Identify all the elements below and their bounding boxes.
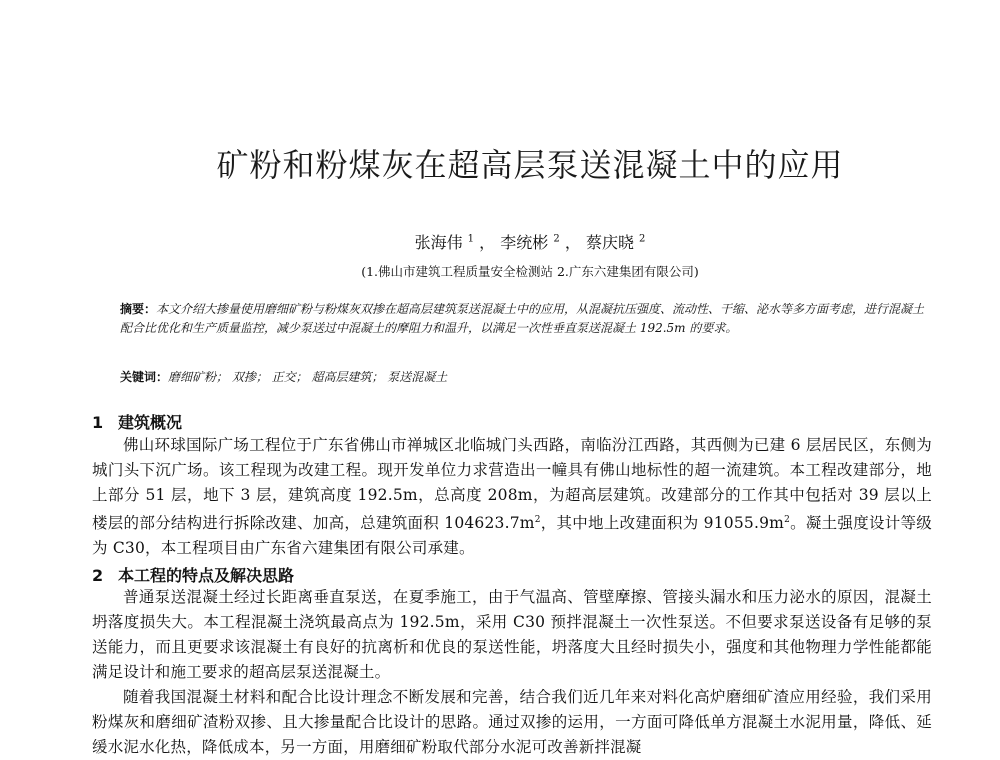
body-paragraph [92, 585, 932, 685]
author-name: 李统彬 [500, 233, 549, 252]
paragraph-text: 佛山环球国际广场工程位于广东省佛山市禅城区北临城门头西路，南临汾江西路，其西侧为已建 6 层居民区，东侧为城门头下沉广场。该工程现为改建工程。现开发单位力求营造出一幢具有佛山地标性的超一流建筑。本工程改建部分，地上部分 51 层，地下 3 层，建筑高度 192.5m，总高度 208m，为超高层建筑。改建部分的工作其中包括对 39 层以上楼层的部分结构进行拆除改建、加高，总建筑面积 104623.7m [92, 436, 932, 533]
author-affiliation-mark: 1 [467, 233, 475, 245]
section-title: 本工程的特点及解决思路 [118, 566, 295, 585]
author-affiliation-mark: 2 [553, 233, 560, 245]
section-heading [92, 410, 182, 433]
section-heading [92, 563, 294, 586]
abstract-label: 摘要： [120, 302, 157, 316]
paragraph-text: 随着我国混凝土材料和配合比设计理念不断发展和完善，结合我们近几年来对料化高炉磨细矿渣应用经验，我们采用粉煤灰和磨细矿渣粉双掺、且大掺量配合比设计的思路。通过双掺的运用，一方面可降低单方混凝土水泥用量，降低、延缓水泥水化热，降低成本，另一方面，用磨细矿粉取代部分水泥可改善新拌混凝 [92, 688, 932, 756]
section-title: 建筑概况 [118, 413, 183, 432]
superscript: 2 [784, 515, 791, 525]
keywords-label: 关键词： [120, 370, 169, 384]
section-number: 1 [92, 413, 104, 432]
superscript: 2 [534, 515, 541, 525]
body-paragraph [92, 685, 932, 760]
section-number: 2 [92, 566, 104, 585]
paragraph-text: 普通泵送混凝土经过长距离垂直泵送，在夏季施工，由于气温高、管壁摩擦、管接头漏水和压力泌水的原因，混凝土坍落度损失大。本工程混凝土浇筑最高点为 192.5m，采用 C30 预拌混凝土一次性泵送。不但要求泵送设备有足够的泵送能力，而且更要求该混凝土有良好的抗离析和优良的泵送性能，坍落度大且经时损失小，强度和其他物理力学性能都能满足设计和施工要求的超高层泵送混凝土。 [92, 588, 932, 681]
paragraph-text: 。凝土强度设计等级为 C30，本工程项目由广东省六建集团有限公司承建。 [92, 514, 932, 558]
author-separator: ， [479, 233, 496, 252]
keywords [120, 368, 930, 385]
body-paragraph [92, 433, 932, 561]
author-separator: ， [564, 233, 581, 252]
affiliation-line: (1.佛山市建筑工程质量安全检测站 2.广东六建集团有限公司) [361, 264, 699, 279]
author-affiliation-mark: 2 [639, 233, 646, 245]
paragraph-text: ，其中地上改建面积为 91055.9m [540, 514, 785, 533]
abstract-text: 本文介绍大掺量使用磨细矿粉与粉煤灰双掺在超高层建筑泵送混凝土中的应用，从混凝抗压强度、流动性、干缩、泌水等多方面考虑，进行混凝土配合比优化和生产质量监控，减少泵送过中混凝土的摩阻力和温升，以满足一次性垂直泵送混凝土 192.5m 的要求。 [120, 302, 925, 335]
abstract [120, 300, 930, 338]
paper-title: 矿粉和粉煤灰在超高层泵送混凝土中的应用 [216, 146, 844, 184]
author-name: 张海伟 [414, 233, 463, 252]
keywords-text: 磨细矿粉； 双掺； 正交； 超高层建筑； 泵送混凝土 [168, 370, 448, 384]
author-name: 蔡庆晓 [585, 233, 634, 252]
author-line [150, 230, 910, 253]
